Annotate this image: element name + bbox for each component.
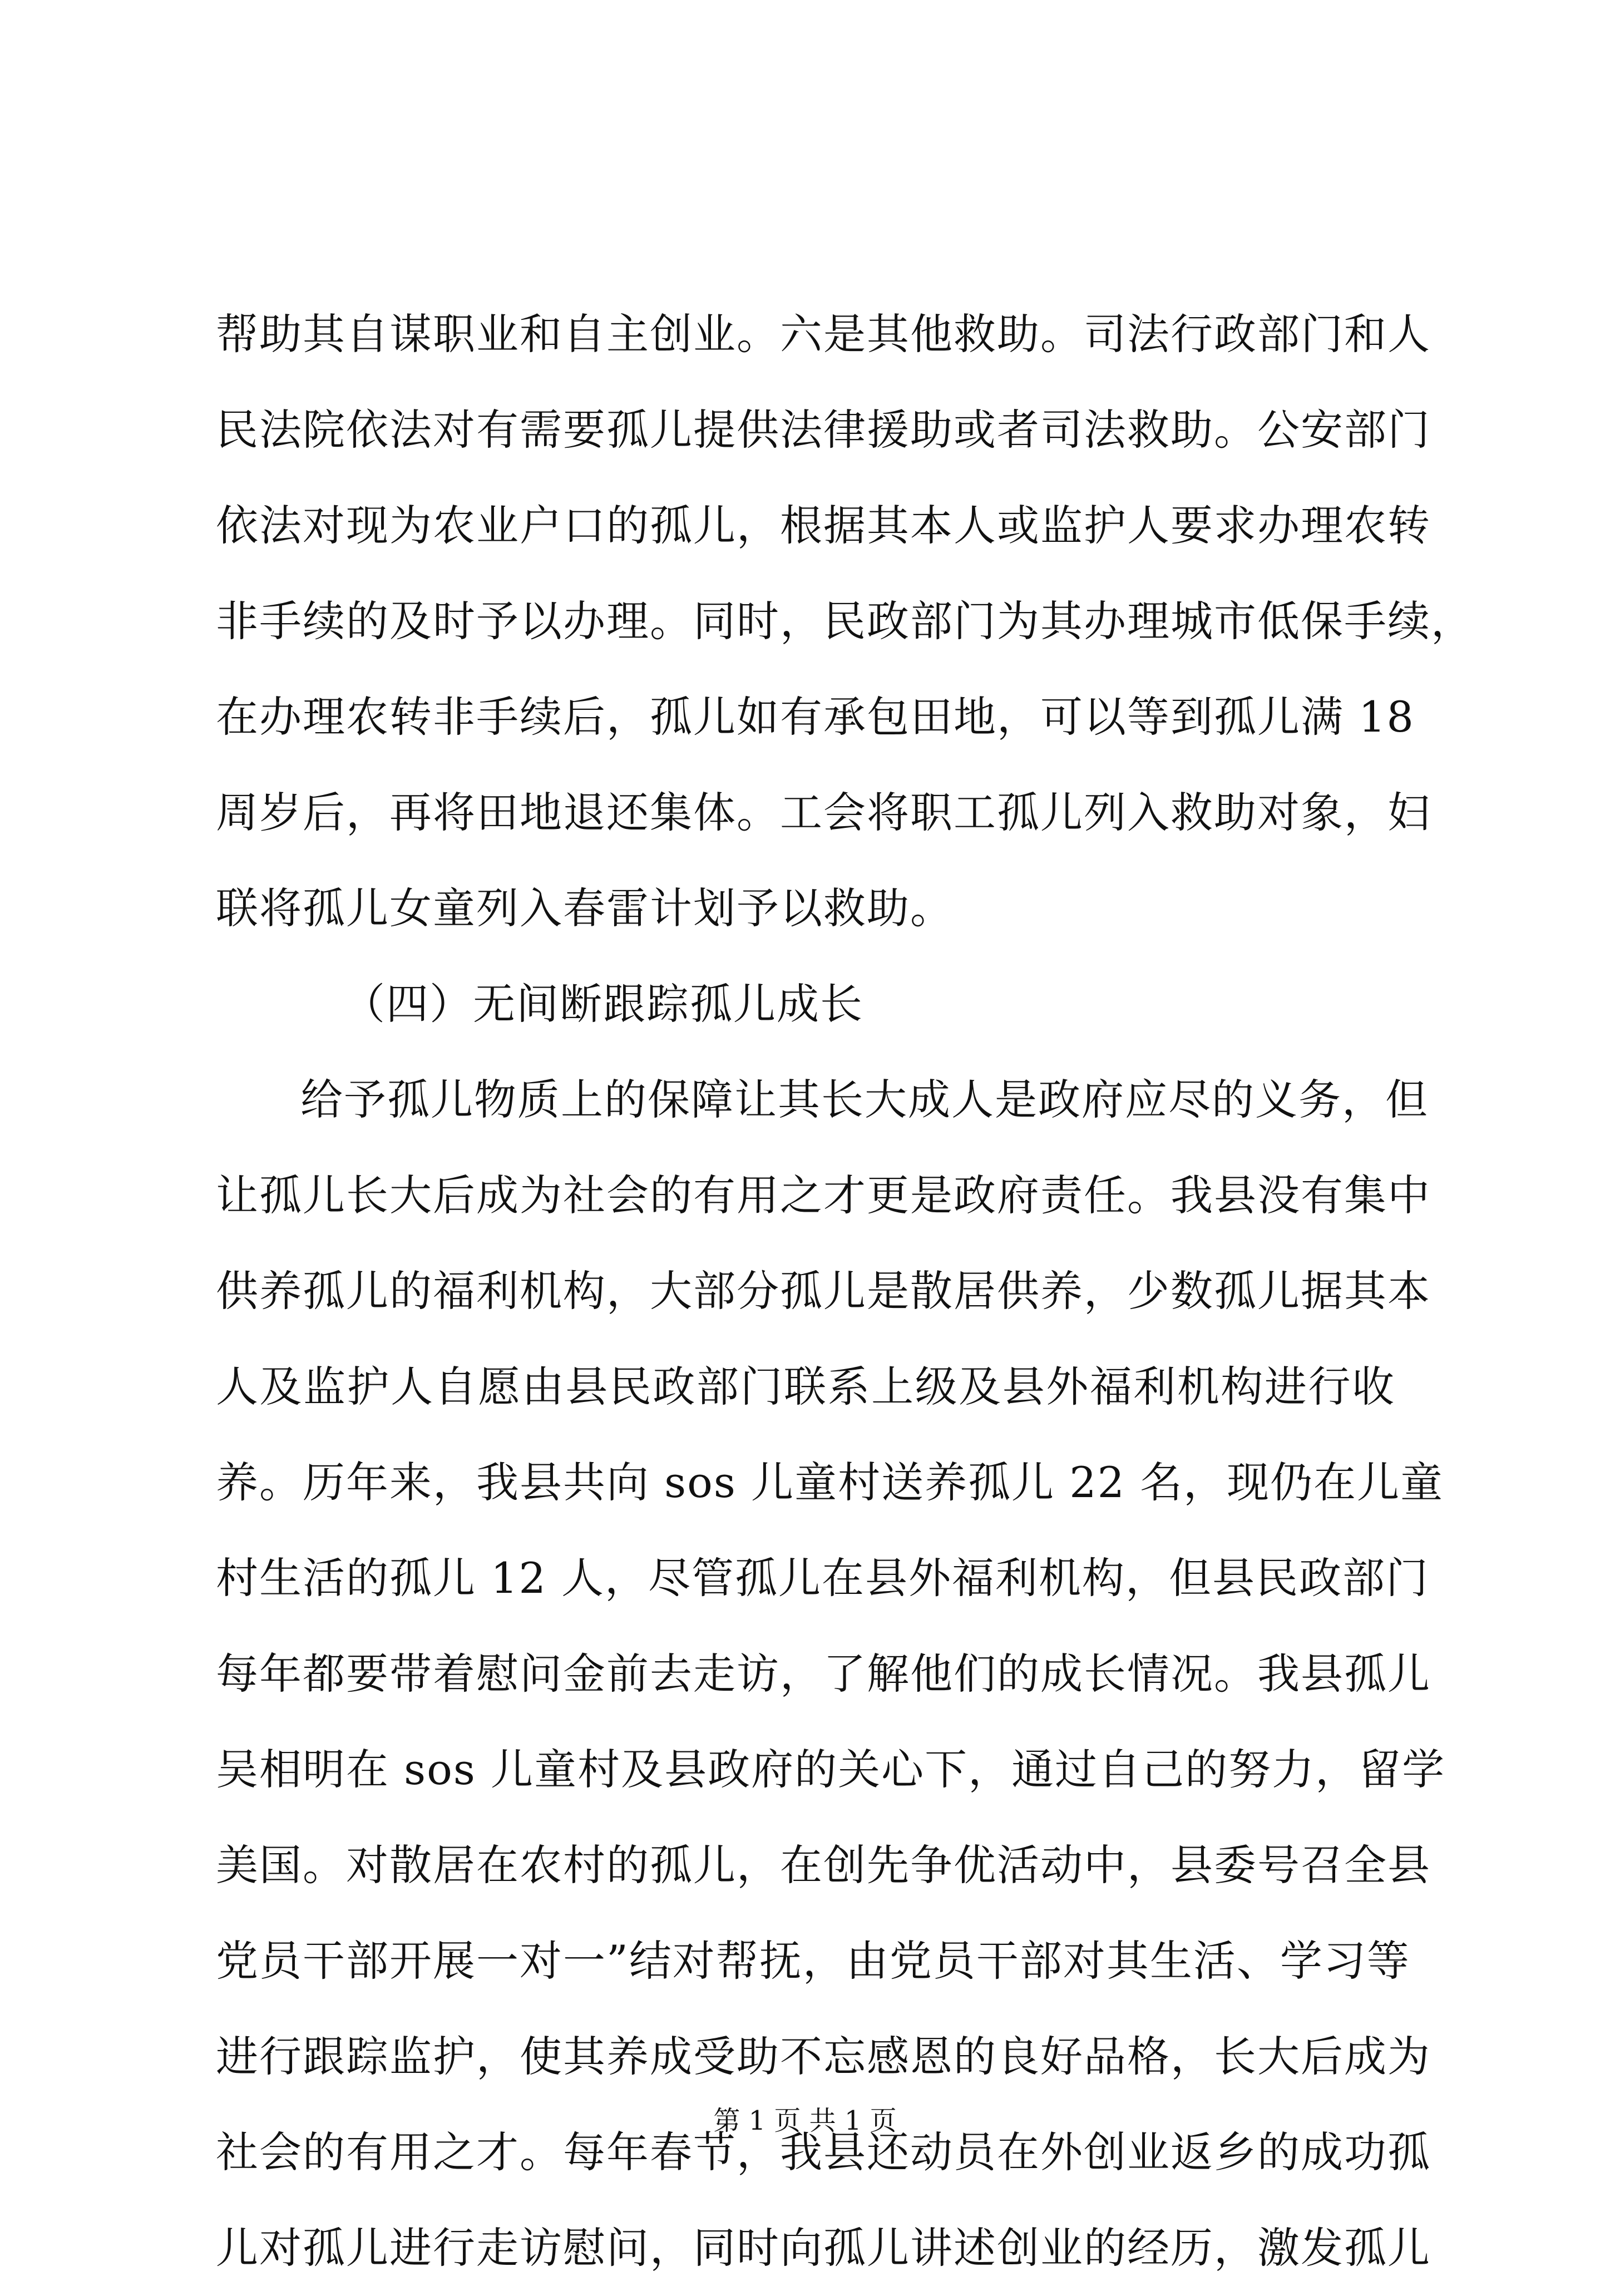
paragraph-1-line: 民法院依法对有需要孤儿提供法律援助或者司法救助。公安部门 <box>216 405 1431 455</box>
section-heading: （四）无间断跟踪孤儿成长 <box>343 979 863 1029</box>
paragraph-2-line: 给予孤儿物质上的保障让其长大成人是政府应尽的义务，但 <box>300 1075 1429 1124</box>
paragraph-2-line: 养。历年来，我县共向 sos 儿童村送养孤儿 22 名，现仍在儿童 <box>216 1458 1444 1507</box>
paragraph-2-line: 村生活的孤儿 12 人，尽管孤儿在县外福利机构，但县民政部门 <box>216 1553 1430 1603</box>
document-body <box>216 287 1474 2296</box>
paragraph-2-line: 进行跟踪监护，使其养成受助不忘感恩的良好品格，长大后成为 <box>216 2032 1431 2081</box>
paragraph-1-line: 在办理农转非手续后，孤儿如有承包田地，可以等到孤儿满 18 <box>216 692 1415 742</box>
paragraph-1-line: 非手续的及时予以办理。同时，民政部门为其办理城市低保手续， <box>216 596 1474 646</box>
paragraph-2-line: 儿对孤儿进行走访慰问，同时向孤儿讲述创业的经历，激发孤儿 <box>216 2223 1431 2273</box>
paragraph-1-line: 依法对现为农业户口的孤儿，根据其本人或监护人要求办理农转 <box>216 501 1431 550</box>
paragraph-2-line: 人及监护人自愿由县民政部门联系上级及县外福利机构进行收 <box>216 1362 1395 1411</box>
paragraph-2-line: 美国。对散居在农村的孤儿，在创先争优活动中，县委号召全县 <box>216 1840 1431 1890</box>
paragraph-2-line: 党员干部开展一对一”结对帮抚，由党员干部对其生活、学习等 <box>216 1936 1410 1986</box>
paragraph-2-line: 让孤儿长大后成为社会的有用之才更是政府责任。我县没有集中 <box>216 1171 1431 1220</box>
paragraph-2-line: 每年都要带着慰问金前去走访，了解他们的成长情况。我县孤儿 <box>216 1649 1431 1698</box>
page-footer: 第 1 页 共 1 页 <box>713 2105 897 2136</box>
paragraph-1-line: 帮助其自谋职业和自主创业。六是其他救助。司法行政部门和人 <box>216 309 1431 359</box>
paragraph-2-line: 供养孤儿的福利机构，大部分孤儿是散居供养，少数孤儿据其本 <box>216 1266 1431 1316</box>
paragraph-1-line: 联将孤儿女童列入春雷计划予以救助。 <box>216 883 954 933</box>
paragraph-1-line: 周岁后，再将田地退还集体。工会将职工孤儿列入救助对象，妇 <box>216 788 1431 837</box>
paragraph-2-line: 吴相明在 sos 儿童村及县政府的关心下，通过自己的努力，留学 <box>216 1745 1446 1794</box>
paragraph-2-line: 社会的有用之才。每年春节，我县还动员在外创业返乡的成功孤 <box>216 2127 1431 2177</box>
